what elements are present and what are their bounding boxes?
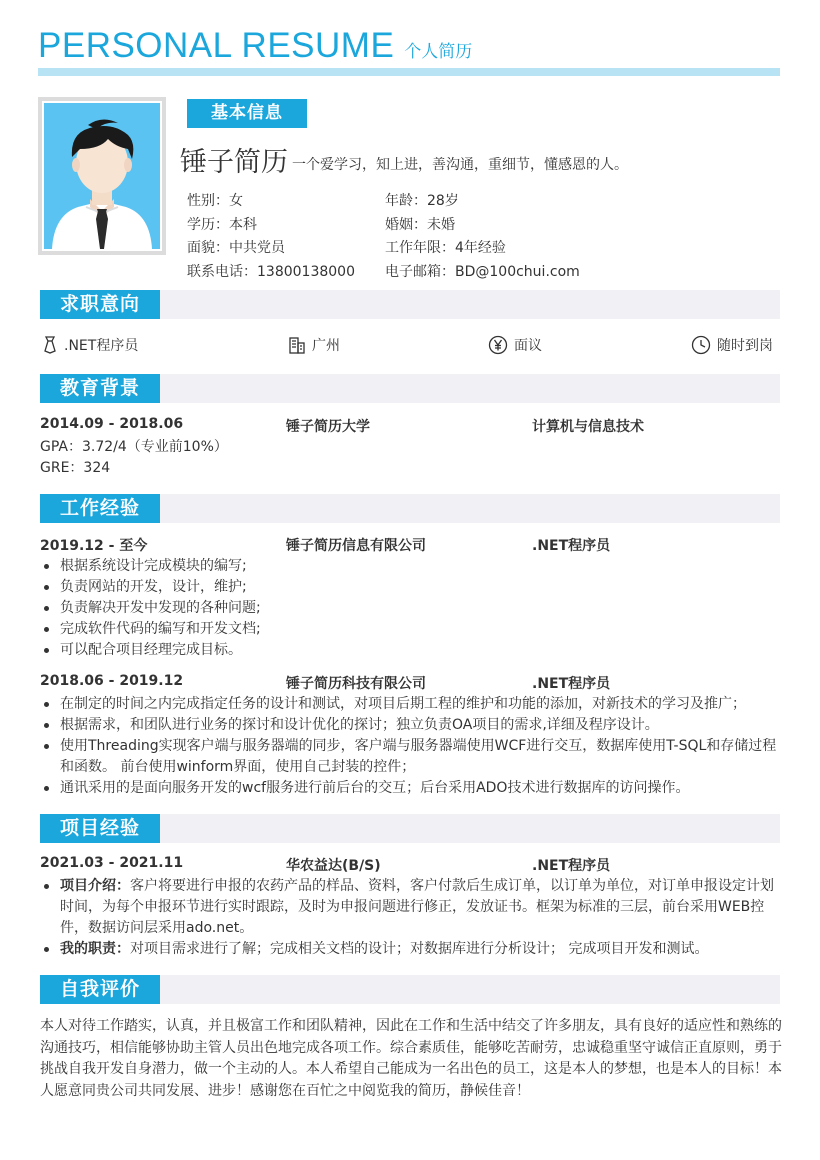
job-company: 锤子简历科技有限公司 <box>286 676 426 692</box>
project-name: 华农益达(B/S) <box>286 858 381 874</box>
project-intro <box>40 876 780 939</box>
basic-info-label: 基本信息 <box>187 99 307 128</box>
job-duty: 根据需求，和团队进行业务的探讨和设计优化的探讨；独立负责OA项目的需求,详细及程序设计。 <box>40 715 780 736</box>
intent-salary-text: 面议 <box>514 338 542 354</box>
section-education <box>40 374 780 403</box>
info-gender: 性别：女 <box>187 193 243 209</box>
job-period: 2019.12 - 至今 <box>40 538 148 554</box>
info-row <box>187 237 747 261</box>
section-education-label: 教育背景 <box>40 374 160 403</box>
job-period: 2018.06 - 2019.12 <box>40 673 184 689</box>
name-line <box>180 140 628 179</box>
job-duty: 在制定的时间之内完成指定任务的设计和测试，对项目后期工程的维护和功能的添加，对新技术的学习及推广； <box>40 694 780 715</box>
info-education: 学历：本科 <box>187 216 257 233</box>
tie-icon <box>42 336 58 354</box>
resume-header <box>38 26 472 66</box>
job-duty: 完成软件代码的编写和开发文档; <box>40 619 780 640</box>
intent-city <box>288 333 340 357</box>
section-work <box>40 494 780 523</box>
avatar-photo <box>38 97 166 255</box>
project-duty-text: 对项目需求进行了解；完成相关文档的设计；对数据库进行分析设计； 完成项目开发和测试。 <box>130 941 709 957</box>
project-details <box>40 876 780 960</box>
avatar-illustration <box>44 103 160 249</box>
project-intro-text: 客户将要进行申报的农药产品的样品、资料，客户付款后生成订单，以订单为单位，对订单申报设定计划时间，为每个申报环节进行实时跟踪，及时为申报问题进行修正，发放证书。框架为标准的三层，前台采用WEB控件，数据访问层采用ado.net。 <box>60 878 774 936</box>
intent-availability-text: 随时到岗 <box>717 338 773 354</box>
info-email: 电子邮箱：BD@100chui.com <box>385 263 580 280</box>
info-row <box>187 214 747 238</box>
job-company: 锤子简历信息有限公司 <box>286 538 426 554</box>
info-experience: 工作年限：4年经验 <box>385 240 506 256</box>
info-phone: 联系电话：13800138000 <box>187 263 355 280</box>
job-duties <box>40 556 780 661</box>
project-duty-label: 我的职责： <box>60 941 130 957</box>
intent-availability <box>691 333 773 357</box>
header-divider <box>38 68 780 76</box>
project-duty <box>40 939 780 960</box>
project-period: 2021.03 - 2021.11 <box>40 855 184 871</box>
intent-position-text: .NET程序员 <box>64 338 139 354</box>
education-gre: GRE：324 <box>40 460 111 476</box>
info-marital: 婚姻：未婚 <box>385 216 455 233</box>
intent-city-text: 广州 <box>312 338 340 354</box>
info-age: 年龄：28岁 <box>385 193 459 209</box>
education-gpa: GPA：3.72/4（专业前10%） <box>40 439 228 455</box>
section-project-label: 项目经验 <box>40 814 160 843</box>
education-period: 2014.09 - 2018.06 <box>40 416 184 432</box>
job-duty: 使用Threading实现客户端与服务器端的同步，客户端与服务器端使用WCF进行交互，数据库使用T-SQL和存储过程和函数。 前台使用winform界面，使用自己封装的控件； <box>40 736 780 778</box>
education-details <box>40 437 780 479</box>
job-duty: 负责解决开发中发现的各种问题; <box>40 598 780 619</box>
intent-position <box>42 333 138 357</box>
education-row <box>40 416 780 436</box>
header-subtitle: 个人简历 <box>404 42 473 62</box>
section-intent-label: 求职意向 <box>40 290 160 319</box>
project-intro-label: 项目介绍： <box>60 878 130 894</box>
info-political: 面貌：中共党员 <box>187 240 285 256</box>
candidate-name: 锤子简历 <box>180 147 288 178</box>
job-row <box>40 535 780 555</box>
project-row <box>40 855 780 875</box>
basic-info-grid <box>187 190 747 284</box>
building-icon <box>288 336 306 354</box>
job-duty: 根据系统设计完成模块的编写; <box>40 556 780 577</box>
job-title: .NET程序员 <box>532 676 611 692</box>
self-evaluation-text: 本人对待工作踏实，认真，并且极富工作和团队精神，因此在工作和生活中结交了许多朋友，具有良好的适应性和熟练的沟通技巧，相信能够协助主管人员出色地完成各项工作。综合素质佳，能够吃苦耐劳，忠诚稳重坚守诚信正直原则，勇于挑战自我开发自身潜力，做一个主动的人。本人希望自己能成为一名出色的员工，这是本人的梦想，也是本人的目标！本人愿意同贵公司共同发展、进步！感谢您在百忙之中阅览我的简历，静候佳音！ <box>40 1018 782 1099</box>
candidate-motto: 一个爱学习，知上进，善沟通，重细节，懂感恩的人。 <box>292 157 628 173</box>
section-self-label: 自我评价 <box>40 975 160 1004</box>
job-duty: 通讯采用的是面向服务开发的wcf服务进行前后台的交互；后台采用ADO技术进行数据库的访问操作。 <box>40 778 780 799</box>
section-project <box>40 814 780 843</box>
section-self <box>40 975 780 1004</box>
job-duty: 可以配合项目经理完成目标。 <box>40 640 780 661</box>
job-row <box>40 673 780 693</box>
project-role: .NET程序员 <box>532 858 611 874</box>
intent-salary <box>488 333 542 357</box>
info-row <box>187 190 747 214</box>
job-title: .NET程序员 <box>532 538 611 554</box>
job-duty: 负责网站的开发，设计，维护; <box>40 577 780 598</box>
education-school: 锤子简历大学 <box>286 419 370 435</box>
education-major: 计算机与信息技术 <box>532 419 644 435</box>
yen-icon <box>488 335 508 355</box>
clock-icon <box>691 335 711 355</box>
job-duties <box>40 694 780 799</box>
header-title: PERSONAL RESUME <box>38 26 395 65</box>
section-intent <box>40 290 780 319</box>
section-work-label: 工作经验 <box>40 494 160 523</box>
info-row <box>187 261 747 285</box>
intent-row <box>40 333 780 357</box>
